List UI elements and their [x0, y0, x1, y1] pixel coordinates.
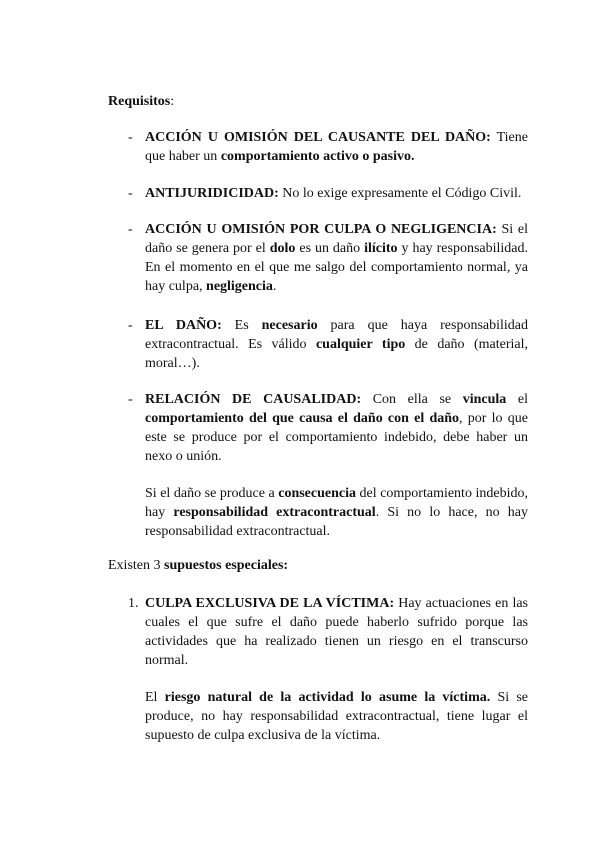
- item-text: No lo exige expresamente el Código Civil.: [278, 186, 522, 201]
- item-text: de daño (material, moral…).: [145, 337, 528, 371]
- para-text: El: [145, 690, 165, 705]
- requisito-culpa-negligencia: [128, 220, 528, 296]
- item-bold: necesario: [261, 318, 318, 333]
- list-marker: -: [128, 186, 133, 201]
- intro-text: Existen 3: [108, 558, 164, 573]
- para-bold: consecuencia: [278, 486, 356, 501]
- requisito-causalidad: [128, 390, 528, 466]
- item-bold: vincula: [462, 392, 507, 407]
- item-text: , por lo que este se produce por el comportamiento indebido, debe haber un nexo o unión.: [145, 411, 528, 464]
- item-text: Es: [221, 318, 262, 333]
- heading-colon: :: [170, 94, 175, 109]
- list-item-text: [145, 390, 528, 466]
- item-text: .: [272, 279, 277, 294]
- item-text: Con ella se: [361, 392, 463, 407]
- item-title: CULPA EXCLUSIVA DE LA VÍCTIMA:: [145, 596, 395, 611]
- para-bold: responsabilidad extracontractual: [173, 505, 376, 520]
- item-text: Hay actuaciones en las cuales el que sufre el daño puede haberlo sufrido porque las actividades que ha realizado tienen un riesgo en el transcurso normal.: [145, 596, 528, 668]
- item-bold: ilícito: [364, 241, 398, 256]
- supuestos-intro: [108, 556, 288, 575]
- item-text: el: [506, 392, 528, 407]
- item-text: para que haya responsabilidad extracontractual. Es válido: [145, 318, 528, 352]
- list-marker: -: [128, 130, 133, 145]
- para-text: Si el daño se produce a: [145, 486, 279, 501]
- item-bold: comportamiento del que causa el daño con el daño: [145, 411, 460, 426]
- list-marker: -: [128, 222, 133, 237]
- list-number: 1.: [128, 596, 139, 611]
- list-item-text: [145, 316, 528, 373]
- list-item-text: [145, 128, 528, 166]
- section-heading: [108, 92, 174, 111]
- list-item-text: [145, 594, 528, 670]
- victima-paragraph: [145, 688, 528, 745]
- para-text: del comportamiento indebido, hay: [145, 486, 528, 520]
- list-marker: -: [128, 318, 133, 333]
- item-bold: comportamiento activo o pasivo.: [220, 149, 415, 164]
- item-text: es un daño: [295, 241, 365, 256]
- list-marker: -: [128, 392, 133, 407]
- item-text: Si el daño se genera por el: [145, 222, 529, 256]
- item-title: ACCIÓN U OMISIÓN DEL CAUSANTE DEL DAÑO:: [145, 130, 491, 145]
- list-item-text: [145, 184, 528, 203]
- requisito-dano: [128, 316, 528, 373]
- item-bold: dolo: [269, 241, 296, 256]
- item-title: ANTIJURIDICIDAD:: [145, 186, 279, 201]
- requisito-antijuridicidad: [128, 184, 528, 203]
- list-item-text: [145, 220, 528, 296]
- item-bold: negligencia: [206, 279, 273, 294]
- item-bold: cualquier tipo: [315, 337, 406, 352]
- item-text: y hay responsabilidad. En el momento en el que me salgo del comportamiento normal, ya hay culpa,: [145, 241, 528, 294]
- para-text: Si se produce, no hay responsabilidad extracontractual, tiene lugar el supuesto de culpa exclusiva de la víctima.: [145, 690, 528, 743]
- item-title: ACCIÓN U OMISIÓN POR CULPA O NEGLIGENCIA:: [145, 222, 497, 237]
- item-title: RELACIÓN DE CAUSALIDAD:: [145, 392, 362, 407]
- requisito-accion-omision: [128, 128, 528, 166]
- item-text: Tiene que haber un: [145, 130, 528, 164]
- supuesto-culpa-victima: [128, 594, 528, 670]
- para-bold: riesgo natural de la actividad lo asume la víctima.: [164, 690, 491, 705]
- heading-text: Requisitos: [108, 94, 171, 109]
- para-text: . Si no lo hace, no hay responsabilidad extracontractual.: [145, 505, 528, 539]
- item-title: EL DAÑO:: [145, 318, 222, 333]
- intro-bold: supuestos especiales:: [164, 558, 289, 573]
- causalidad-paragraph: [145, 484, 528, 541]
